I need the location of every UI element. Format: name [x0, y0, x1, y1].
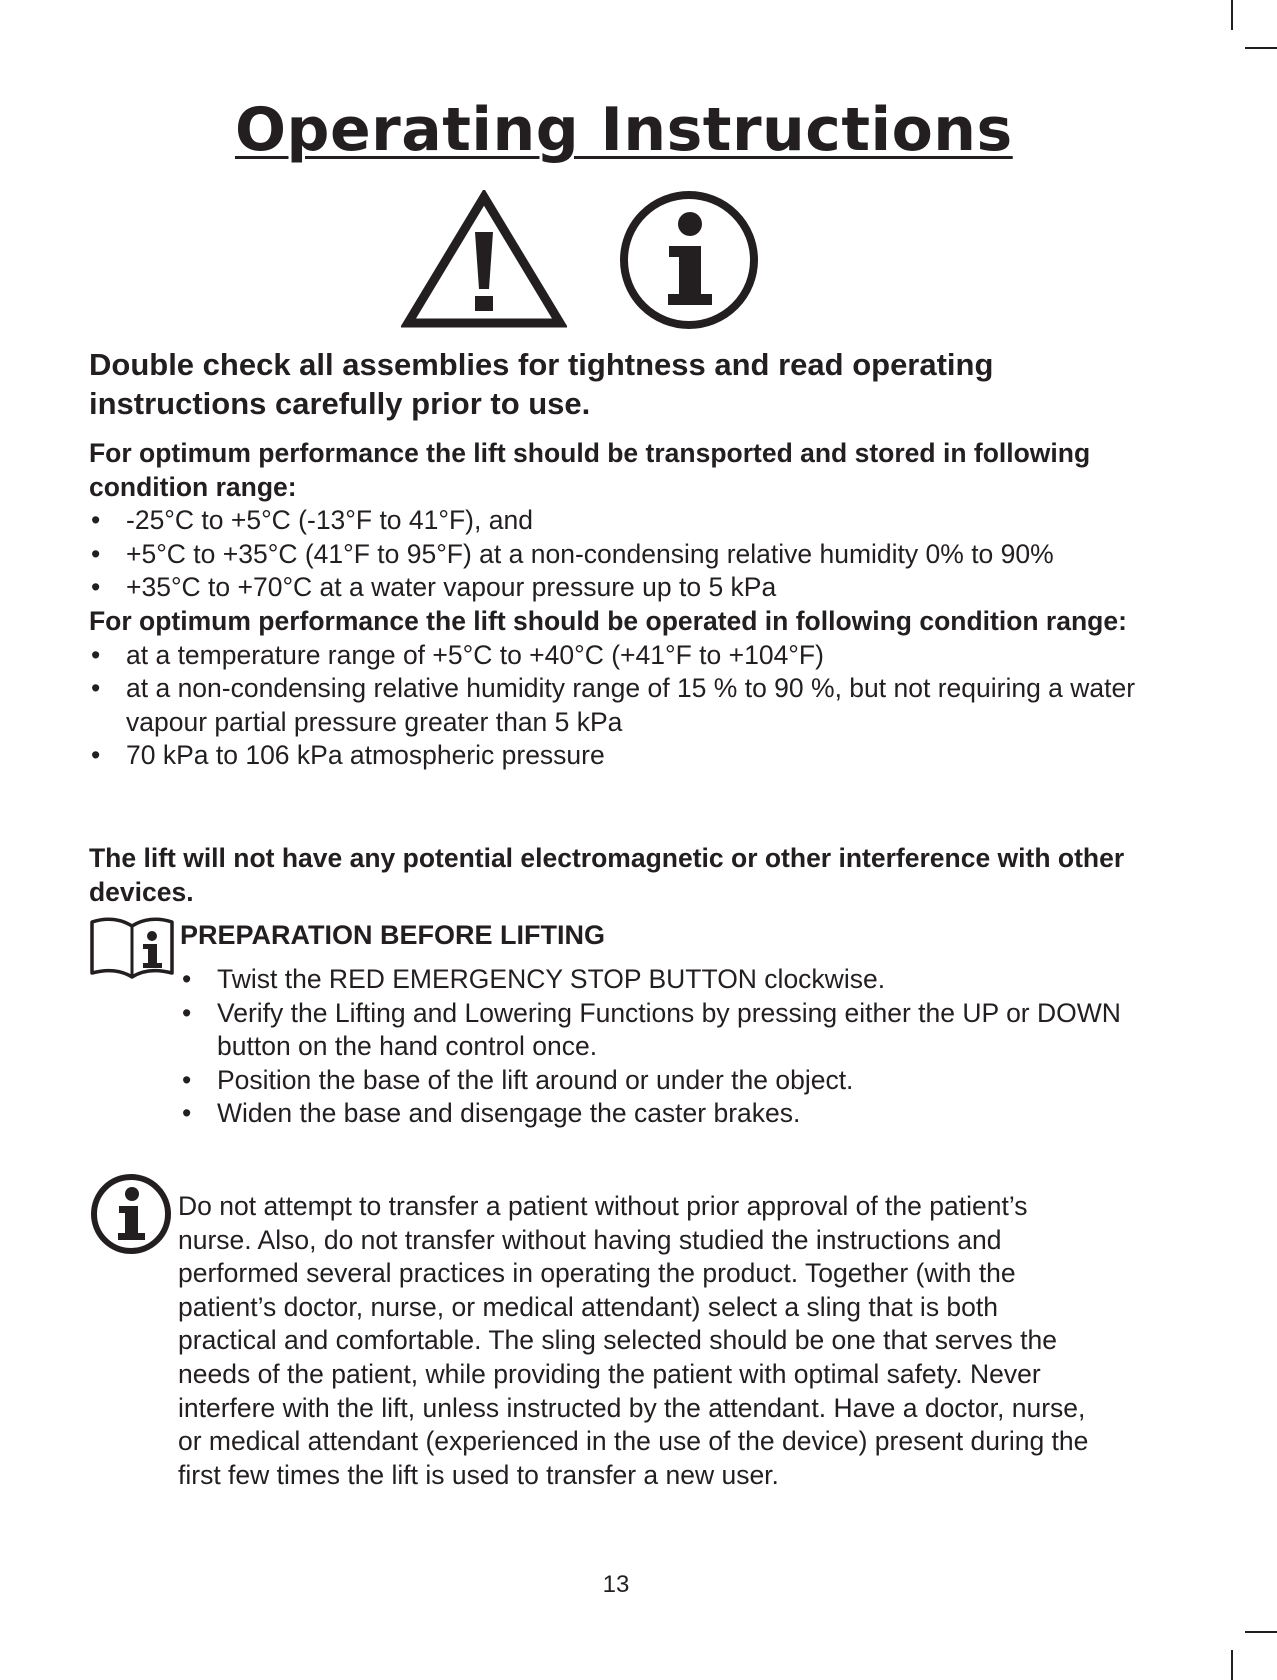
storage-list — [89, 504, 1169, 605]
list-item: • at a temperature range of +5°C to +40°C (+41°F to +104°F) — [89, 639, 1169, 673]
storage-heading: For optimum performance the lift should be transported and stored in following condition range: — [89, 438, 1091, 502]
list-item: • Twist the RED EMERGENCY STOP BUTTON clockwise. — [180, 963, 1170, 997]
lead-warning: Double check all assemblies for tightness and read operating instructions carefully prior to use. — [89, 347, 994, 421]
information-icon — [617, 188, 761, 332]
conditions-section — [89, 437, 1169, 773]
crop-mark-bottom-horizontal — [1245, 1631, 1277, 1633]
read-manual-icon — [89, 917, 175, 981]
transfer-note: Do not attempt to transfer a patient without prior approval of the patient’s nurse. Also, do not transfer without having studied the instructions and performed several practices in operating the product. Together (with the patient’s doctor, nurse, or medical attendant) select a sling that is both practical and comfortable. The sling selected should be one that serves the needs of the patient, while providing the patient with optimal safety. Never interfere with the lift, unless instructed by the attendant. Have a doctor, nurse, or medical attendant (experienced in the use of the device) present during the first few times the lift is used to transfer a new user. — [178, 1191, 1089, 1490]
operation-heading: For optimum performance the lift should be operated in following condition range: — [89, 605, 1127, 636]
preparation-heading: PREPARATION BEFORE LIFTING — [180, 920, 605, 950]
list-item: • 70 kPa to 106 kPa atmospheric pressure — [89, 739, 1169, 773]
list-item: • +35°C to +70°C at a water vapour pressure up to 5 kPa — [89, 571, 1169, 605]
list-item: • Verify the Lifting and Lowering Functions by pressing either the UP or DOWN button on the hand control once. — [180, 997, 1170, 1064]
list-item: • at a non-condensing relative humidity range of 15 % to 90 %, but not requiring a water vapour partial pressure greater than 5 kPa — [89, 672, 1169, 739]
operation-list — [89, 639, 1169, 773]
crop-mark-top-horizontal — [1245, 47, 1277, 49]
interference-note: The lift will not have any potential electromagnetic or other interference with other devices. — [89, 843, 1125, 907]
preparation-list — [180, 963, 1170, 1131]
crop-mark-top-vertical — [1231, 0, 1233, 30]
preparation-section — [180, 963, 1170, 1131]
information-icon — [89, 1172, 173, 1256]
page-title: Operating Instructions — [235, 95, 1013, 165]
crop-mark-bottom-vertical — [1231, 1650, 1233, 1680]
list-item: • Widen the base and disengage the caster brakes. — [180, 1097, 1170, 1131]
list-item: • -25°C to +5°C (-13°F to 41°F), and — [89, 504, 1169, 538]
list-item: • Position the base of the lift around or under the object. — [180, 1064, 1170, 1098]
warning-triangle-icon — [401, 190, 567, 330]
list-item: • +5°C to +35°C (41°F to 95°F) at a non-condensing relative humidity 0% to 90% — [89, 538, 1169, 572]
page-number: 13 — [602, 1571, 630, 1598]
